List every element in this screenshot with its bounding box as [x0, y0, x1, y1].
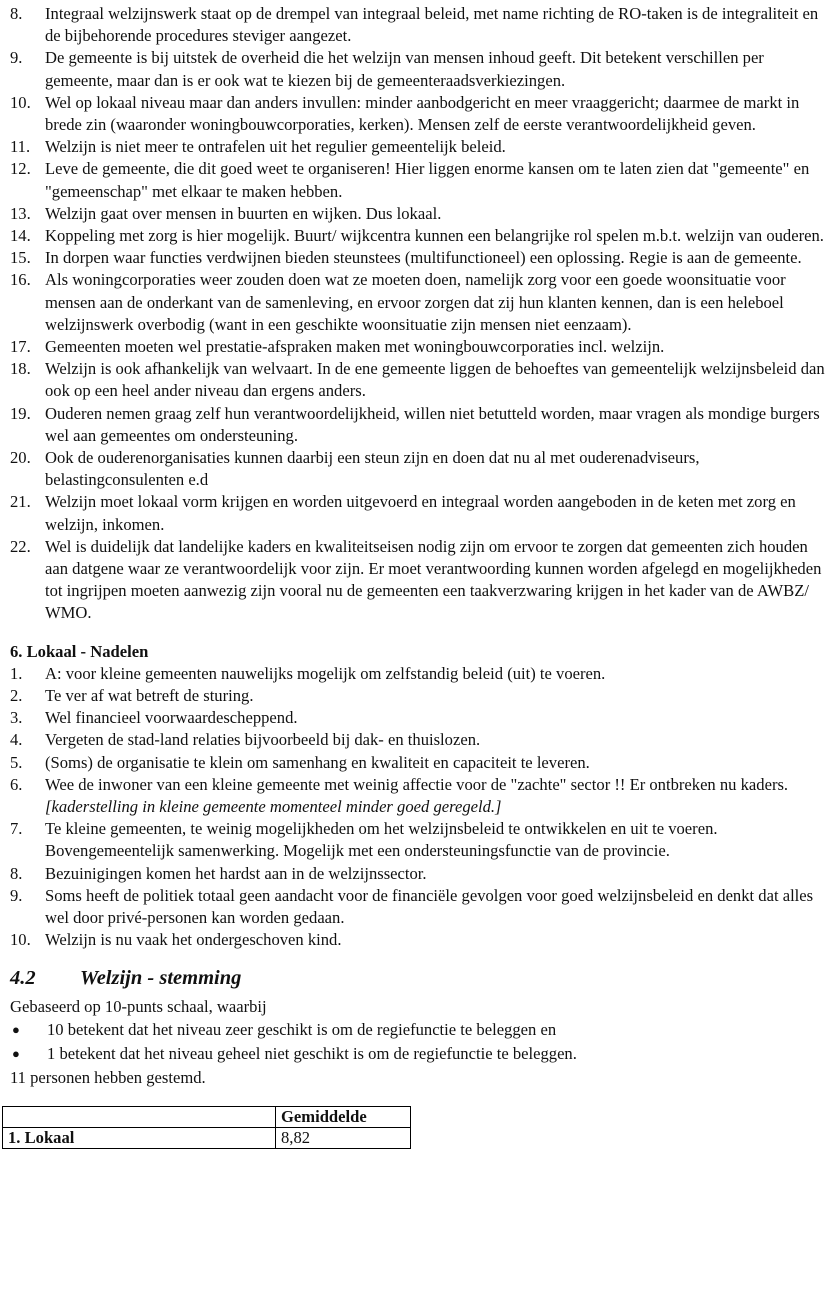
list-item-text: [45, 136, 830, 158]
list-item-text: [45, 269, 830, 336]
bullet-icon: ●: [12, 1022, 20, 1038]
list-item-body: Bezuinigingen komen het hardst aan in de welzijnssector.: [45, 863, 427, 883]
list-item-body: Welzijn is nu vaak het ondergeschoven kind.: [45, 930, 342, 950]
list-item-number: 9.: [10, 48, 23, 68]
list-item-body: Ook de ouderenorganisaties kunnen daarbij een steun zijn en doen dat nu al met ouderenadviseurs, belastingconsulenten e.d: [45, 448, 700, 490]
bullet-text: 10 betekent dat het niveau zeer geschikt is om de regiefunctie te beleggen en: [47, 1020, 557, 1040]
list-item-number: 10.: [10, 92, 31, 112]
list-item-number: 9.: [10, 885, 23, 905]
list-item: [10, 929, 830, 951]
list-item-body: Wel financieel voorwaardescheppend.: [45, 708, 298, 728]
list-item: [10, 47, 830, 91]
list-item: [10, 92, 830, 136]
list-item-text: [45, 707, 830, 729]
list-item-number: 3.: [10, 708, 23, 728]
list-item-number: 8.: [10, 863, 23, 883]
list-item: [10, 403, 830, 447]
list-item-text: [45, 203, 830, 225]
list-item-body: Wel is duidelijk dat landelijke kaders en kwaliteitseisen nodig zijn om ervoor te zorgen dat gemeenten zich houden aan datgene waar ze verantwoordelijk voor zijn. Er moet verantwoording kunnen worden afgelegd en mogelijkheden tot ingrijpen moeten aanwezig zijn vooral nu de gemeenten een taakverzwaring krijgen in het kader van de AWBZ/ WMO.: [45, 536, 822, 623]
list-item-text: [45, 47, 830, 91]
list-item-body: Integraal welzijnswerk staat op de drempel van integraal beleid, met name richting de RO-taken is de integraliteit en de bijbehorende procedures steviger aangezet.: [45, 4, 819, 46]
list-item-body: Vergeten de stad-land relaties bijvoorbeeld bij dak- en thuislozen.: [45, 730, 481, 750]
bullet-item: [10, 1018, 830, 1042]
list-item: [10, 707, 830, 729]
list-item-number: 4.: [10, 730, 23, 750]
list-item-text: [45, 491, 830, 535]
list-item-text: [45, 752, 830, 774]
table-row: [3, 1128, 411, 1149]
list-item-body: Ouderen nemen graag zelf hun verantwoordelijkheid, willen niet betutteld worden, maar vragen als mondige burgers wel aan gemeentes om ondersteuning.: [45, 403, 820, 445]
list-item: [10, 247, 830, 269]
list-item-text: [45, 818, 830, 862]
list-item: [10, 752, 830, 774]
list-item-text: [45, 403, 830, 447]
list-item-body: Wel op lokaal niveau maar dan anders invullen: minder aanbodgericht en meer vraaggericht; daarmee de markt in brede zin (waaronder woningbouwcorporaties, kerken). Mensen zelf de eerste verantwoordelijkheid geven.: [45, 92, 800, 135]
list-item: [10, 774, 830, 818]
table-cell-level: 1. Lokaal: [3, 1128, 276, 1149]
list-item: [10, 729, 830, 751]
list-item-number: 21.: [10, 492, 31, 512]
list-item-number: 11.: [10, 137, 31, 157]
list-item: [10, 685, 830, 707]
list-item-text: [45, 729, 830, 751]
list-item-number: 6.: [10, 774, 23, 794]
list-item-body: Gemeenten moeten wel prestatie-afspraken maken met woningbouwcorporaties incl. welzijn.: [45, 337, 665, 357]
intro-text: Gebaseerd op 10-punts schaal, waarbij: [10, 997, 267, 1017]
list-item-body: Te ver af wat betreft de sturing.: [45, 685, 254, 705]
list-item-italic-note: [kaderstelling in kleine gemeente momenteel minder goed geregeld.]: [45, 796, 502, 816]
list-item-body: Leve de gemeente, die dit goed weet te organiseren! Hier liggen enorme kansen om te laten zien dat "gemeente" en "gemeenschap" met elkaar te maken hebben.: [45, 159, 810, 201]
chapter-title: Welzijn - stemming: [80, 967, 242, 990]
list-item: [10, 447, 830, 491]
list-item-body: Koppeling met zorg is hier mogelijk. Buurt/ wijkcentra kunnen een belangrijke rol spelen m.b.t. welzijn van ouderen.: [45, 226, 824, 246]
list-item-text: [45, 663, 830, 685]
list-item-body: De gemeente is bij uitstek de overheid die het welzijn van mensen inhoud geeft. Dit betekent verschillen per gemeente, maar dan is er ook wat te kiezen bij de gemeenteraadsverkiezingen.: [45, 48, 764, 90]
list-item-body: Welzijn is niet meer te ontrafelen uit het regulier gemeentelijk beleid.: [45, 137, 506, 157]
chapter-number: 4.2: [10, 967, 36, 990]
list-item: [10, 536, 830, 625]
list-item: [10, 491, 830, 535]
list-item: [10, 3, 830, 47]
list-item-number: 7.: [10, 819, 23, 839]
bullet-text: 1 betekent dat het niveau geheel niet geschikt is om de regiefunctie te beleggen.: [47, 1044, 577, 1064]
list-item-text: [45, 158, 830, 202]
numbered-list-continued: [10, 3, 830, 625]
table-header-cell: [3, 1107, 276, 1128]
list-item-number: 10.: [10, 930, 31, 950]
list-item: [10, 225, 830, 247]
list-item-number: 8.: [10, 4, 23, 23]
list-item-text: [45, 358, 830, 402]
list-item-number: 2.: [10, 685, 23, 705]
list-item-body: Te kleine gemeenten, te weinig mogelijkheden om het welzijnsbeleid te ontwikkelen en uit te voeren. Bovengemeentelijk samenwerking. Mogelijk met een ondersteuningsfunctie van de provincie.: [45, 819, 718, 861]
list-item-number: 12.: [10, 159, 31, 179]
list-item-body: Welzijn gaat over mensen in buurten en wijken. Dus lokaal.: [45, 203, 442, 223]
list-item-text: [45, 863, 830, 885]
list-item: [10, 336, 830, 358]
list-item-body: Welzijn is ook afhankelijk van welvaart. In de ene gemeente liggen de behoeftes van gemeentelijk welzijnsbeleid dan ook op een heel ander niveau dan ergens anders.: [45, 359, 825, 401]
table-header-cell: Gemiddelde: [276, 1107, 411, 1128]
list-item-text: [45, 536, 830, 625]
list-item-text: [45, 774, 830, 818]
list-item-body: Soms heeft de politiek totaal geen aandacht voor de financiële gevolgen voor goed welzijnsbeleid en denkt dat alles wel door privé-personen kan worden gedaan.: [45, 885, 814, 927]
disadvantages-list: [10, 663, 830, 952]
list-item-body: Als woningcorporaties weer zouden doen wat ze moeten doen, namelijk zorg voor een goede woonsituatie voor mensen aan de onderkant van de samenleving, en ervoor zorgen dat zij hun klanten kennen, dan is een heleboel welzijnswerk overbodig (want in een geschikte woonsituatie zijn mensen niet eenzaam).: [45, 270, 786, 334]
bullet-icon: ●: [12, 1046, 20, 1062]
list-item-text: [45, 336, 830, 358]
list-item: [10, 203, 830, 225]
list-item-text: [45, 685, 830, 707]
list-item: [10, 269, 830, 336]
document-page: [10, 3, 830, 1149]
chapter-heading: [10, 965, 830, 991]
list-item-number: 17.: [10, 337, 31, 357]
scale-bullets: [10, 1018, 830, 1066]
list-item-number: 1.: [10, 663, 23, 683]
list-item: [10, 863, 830, 885]
list-item-number: 19.: [10, 403, 31, 423]
table-cell-average: 8,82: [276, 1128, 411, 1149]
list-item-number: 15.: [10, 248, 31, 268]
list-item: [10, 885, 830, 929]
list-item: [10, 358, 830, 402]
list-item-text: [45, 3, 830, 47]
list-item-text: [45, 247, 830, 269]
list-item-number: 5.: [10, 752, 23, 772]
list-item-body: A: voor kleine gemeenten nauwelijks mogelijk om zelfstandig beleid (uit) te voeren.: [45, 663, 606, 683]
list-item-body: In dorpen waar functies verdwijnen bieden steunstees (multifunctioneel) een oplossing. Regie is aan de gemeente.: [45, 248, 802, 268]
list-item-number: 16.: [10, 270, 31, 290]
list-item-body: Wee de inwoner van een kleine gemeente met weinig affectie voor de "zachte" sector !! Er ontbreken nu kaders.: [45, 774, 789, 794]
list-item-number: 20.: [10, 448, 31, 468]
list-item-number: 13.: [10, 203, 31, 223]
list-item-text: [45, 92, 830, 136]
list-item-body: Welzijn moet lokaal vorm krijgen en worden uitgevoerd en integraal worden aangeboden in de keten met zorg en welzijn, inkomen.: [45, 492, 796, 534]
list-item: [10, 136, 830, 158]
list-item-number: 18.: [10, 359, 31, 379]
results-table: [2, 1106, 411, 1149]
list-item: [10, 663, 830, 685]
list-item: [10, 818, 830, 862]
votes-text: 11 personen hebben gestemd.: [10, 1068, 206, 1088]
list-item-text: [45, 225, 830, 247]
list-item-number: 22.: [10, 536, 31, 556]
table-header-row: [3, 1107, 411, 1128]
list-item-text: [45, 447, 830, 491]
section-heading: 6. Lokaal - Nadelen: [10, 641, 149, 661]
list-item-number: 14.: [10, 226, 31, 246]
list-item-text: [45, 929, 830, 951]
list-item: [10, 158, 830, 202]
list-item-body: (Soms) de organisatie te klein om samenhang en kwaliteit en capaciteit te leveren.: [45, 752, 590, 772]
list-item-text: [45, 885, 830, 929]
bullet-item: [10, 1042, 830, 1066]
